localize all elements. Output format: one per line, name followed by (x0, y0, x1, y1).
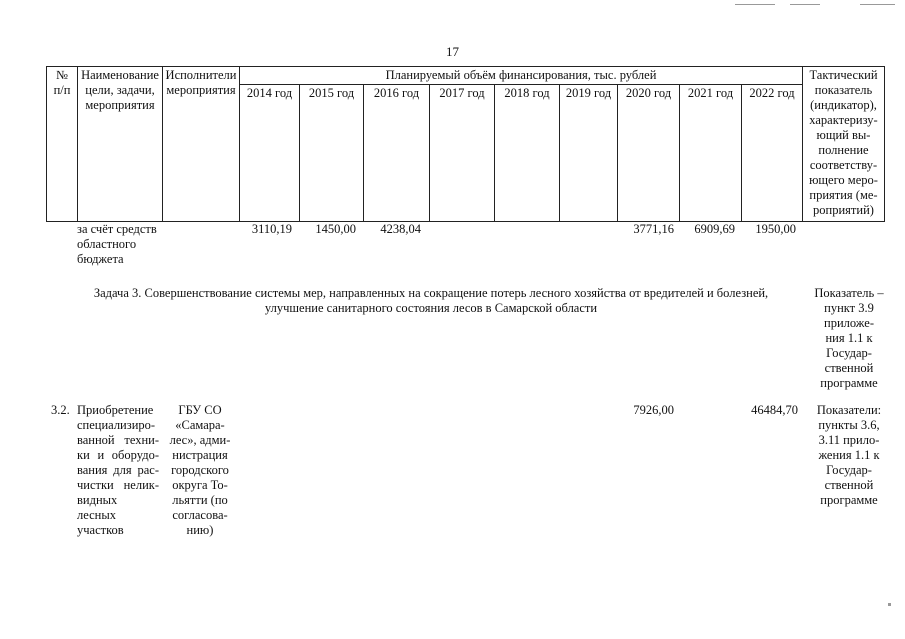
header-year: 2017 год (430, 85, 495, 222)
item-number: 3.2. (51, 403, 70, 417)
scan-mark (790, 4, 820, 5)
page-number: 17 (446, 44, 459, 59)
header-number: № п/п (47, 67, 78, 222)
header-year: 2022 год (742, 85, 803, 222)
regional-budget-2014: 3110,19 (251, 222, 292, 236)
scan-mark (735, 4, 775, 5)
regional-budget-2020: 3771,16 (633, 222, 674, 236)
scan-mark (860, 4, 895, 5)
header-year: 2021 год (680, 85, 742, 222)
header-year: 2020 год (618, 85, 680, 222)
item-executor: ГБУ СО «Самара- лес», адми- нистрация городского округа То- льятти (по согласова- нию) (169, 403, 231, 537)
scan-mark (888, 603, 891, 606)
item-value-2020: 7926,00 (633, 403, 674, 417)
regional-budget-2016: 4238,04 (380, 222, 421, 236)
regional-budget-2015: 1450,00 (315, 222, 356, 236)
header-year: 2016 год (364, 85, 430, 222)
item-value-2022: 46484,70 (751, 403, 798, 417)
header-year: 2018 год (495, 85, 560, 222)
header-year: 2015 год (300, 85, 364, 222)
header-indicator: Тактический показатель (индикатор), характеризу- ющий вы- полнение соответству- ющего меро- приятия (ме- роприятий) (803, 67, 885, 222)
header-funding-title: Планируемый объём финансирования, тыс. рублей (240, 67, 803, 85)
regional-budget-2021: 6909,69 (694, 222, 735, 236)
item-indicator: Показатели: пункты 3.6, 3.11 прило- жения 1.1 к Государ- ственной программе (816, 403, 882, 507)
task-3-title: Задача 3. Совершенствование системы мер, направленных на сокращение потерь лесного хозяйства от вредителей и болезней, улучшение санитарного состояния лесов в Самарской области (93, 286, 769, 315)
task-3-indicator: Показатель – пункт 3.9 приложе- ния 1.1 к Государ- ственной программе (814, 286, 884, 390)
regional-budget-label: за счёт средств областного бюджета (77, 222, 157, 266)
header-executors: Исполнители мероприятия (163, 67, 240, 222)
funding-table-header (46, 66, 885, 222)
item-name: Приобретение специализиро-ванной техни-ки и оборудо-вания для рас-чистки нелик-видных лесных участков (77, 403, 159, 537)
header-name: Наименование цели, задачи, мероприятия (78, 67, 163, 222)
header-year: 2014 год (240, 85, 300, 222)
regional-budget-2022: 1950,00 (755, 222, 796, 236)
header-year: 2019 год (560, 85, 618, 222)
